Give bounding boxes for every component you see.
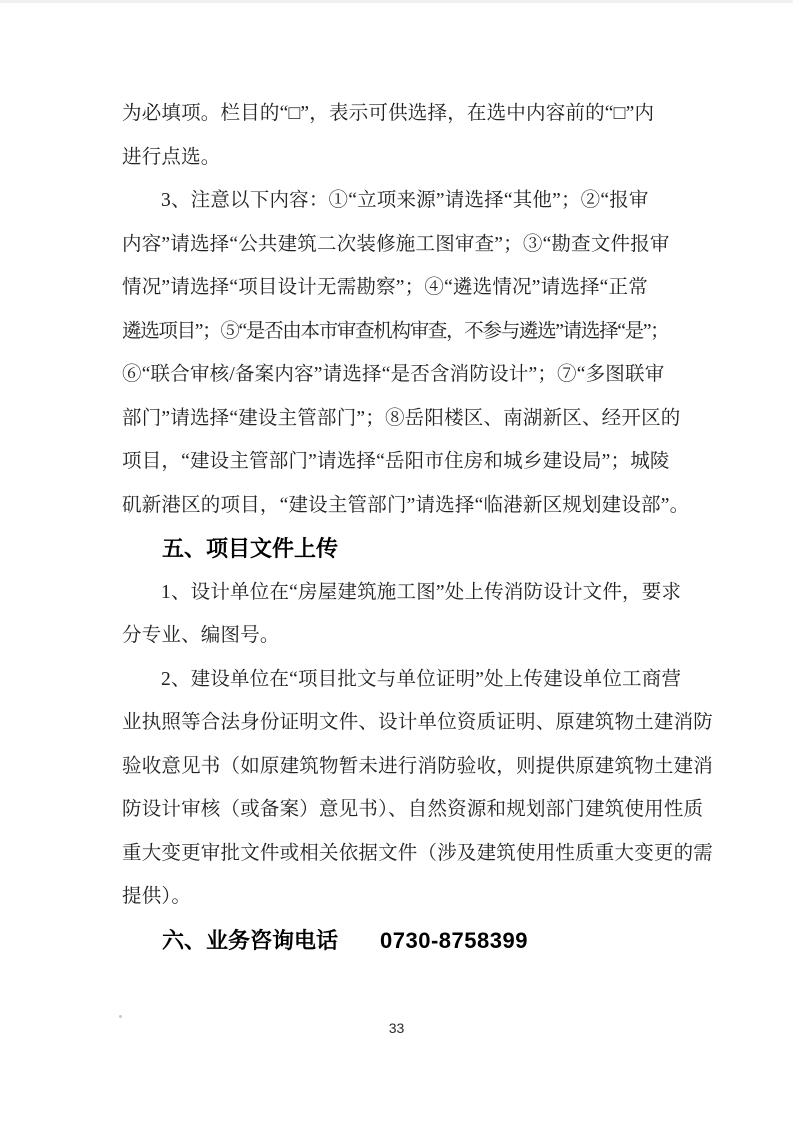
paragraph-notes bbox=[122, 179, 722, 527]
text-line: 情况”请选择“项目设计无需勘察”；④“遴选情况”请选择“正常 bbox=[122, 277, 648, 298]
text-line: 3、注意以下内容：①“立项来源”请选择“其他”；②“报审 bbox=[161, 190, 649, 211]
page-number: 33 bbox=[388, 1020, 405, 1036]
text-line: ⑥“联合审核/备案内容”请选择“是否含消防设计”；⑦“多图联审 bbox=[122, 364, 665, 385]
paragraph-intro-continuation bbox=[122, 92, 722, 179]
text-line: 为必填项。栏目的“□”，表示可供选择，在选中内容前的“□”内 bbox=[122, 103, 655, 124]
text-line: 验收意见书（如原建筑物暂未进行消防验收，则提供原建筑物土建消 bbox=[122, 755, 714, 777]
text-line: 1、设计单位在“房屋建筑施工图”处上传消防设计文件，要求 bbox=[161, 581, 682, 603]
text-line: 遴选项目”；⑤“是否由本市审查机构审查，不参与遴选”请选择“是”； bbox=[122, 320, 669, 342]
phone-heading-label: 六、业务咨询电话 bbox=[162, 927, 339, 953]
phone-number: 0730-8758399 bbox=[380, 927, 528, 953]
text-line: 进行点选。 bbox=[122, 146, 221, 168]
page-content bbox=[122, 92, 722, 962]
text-line: 项目，“建设主管部门”请选择“岳阳市住房和城乡建设局”；城陵 bbox=[122, 451, 670, 472]
text-line: 防设计审核（或备案）意见书）、自然资源和规划部门建筑使用性质 bbox=[122, 799, 704, 820]
text-line: 矶新港区的项目，“建设主管部门”请选择“临港新区规划建设部”。 bbox=[122, 494, 690, 516]
text-line: 分专业、编图号。 bbox=[122, 625, 280, 646]
section-heading-phone bbox=[122, 919, 722, 963]
scan-speck bbox=[119, 1015, 122, 1018]
text-line: 重大变更审批文件或相关依据文件（涉及建筑使用性质重大变更的需 bbox=[122, 842, 714, 864]
text-line: 2、建设单位在“项目批文与单位证明”处上传建设单位工商营 bbox=[161, 668, 682, 690]
paragraph-upload-item1 bbox=[122, 571, 722, 658]
paragraph-upload-item2 bbox=[122, 658, 722, 919]
text-line: 部门”请选择“建设主管部门”；⑧岳阳楼区、南湖新区、经开区的 bbox=[122, 407, 681, 429]
text-line: 内容”请选择“公共建筑二次装修施工图审查”；③“勘查文件报审 bbox=[122, 233, 670, 255]
text-line: 提供）。 bbox=[122, 886, 192, 907]
section-heading-file-upload: 五、项目文件上传 bbox=[162, 536, 339, 561]
text-line: 业执照等合法身份证明文件、设计单位资质证明、原建筑物土建消防 bbox=[122, 712, 714, 733]
page-top-edge bbox=[0, 0, 793, 3]
